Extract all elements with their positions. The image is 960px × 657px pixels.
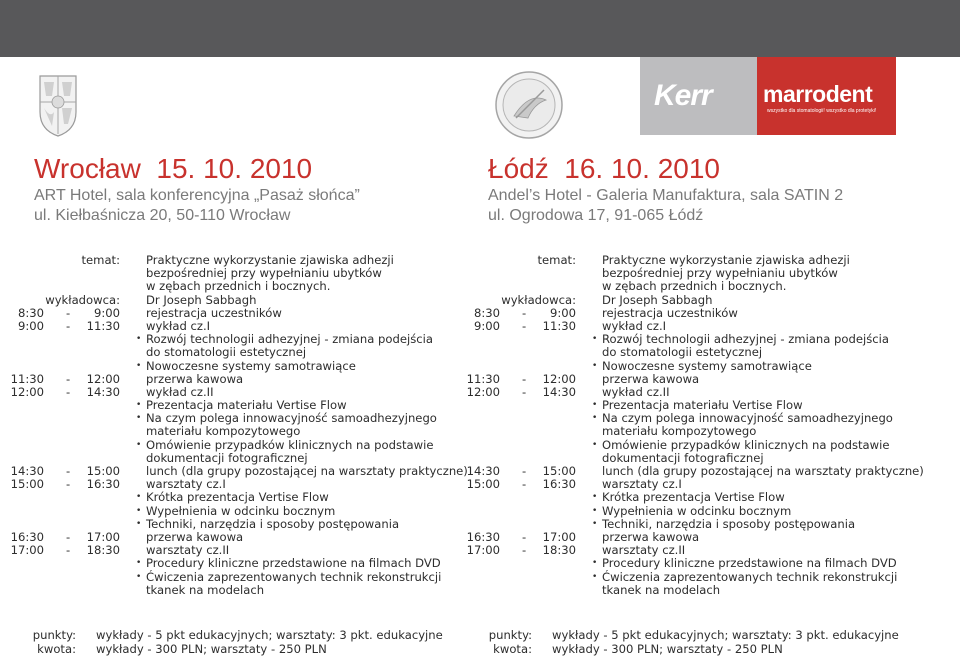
- fee-value: wykłady - 300 PLN; warsztaty - 250 PLN: [552, 642, 783, 656]
- time-from: 16:30: [10, 529, 44, 544]
- time-from: 9:00: [17, 318, 44, 333]
- schedule-row: [456, 557, 936, 570]
- schedule-text: lunch (dla grupy pozostającej na warsztaty praktyczne): [146, 464, 468, 478]
- schedule-text: wykład cz.II: [146, 384, 214, 399]
- points-label: punkty:: [32, 628, 76, 642]
- schedule-row: [456, 491, 936, 504]
- topic-label: temat:: [537, 253, 576, 267]
- event-date: 15. 10. 2010: [156, 153, 313, 184]
- time-to: 17:00: [542, 529, 576, 544]
- schedule-row: [456, 307, 936, 320]
- time-dash: -: [522, 318, 527, 333]
- time-from: 17:00: [10, 543, 44, 558]
- schedule-row: [456, 571, 936, 584]
- bullet-item: • Krótka prezentacja Vertise Flow: [602, 491, 785, 504]
- bullet-item: • Rozwój technologii adhezyjnej - zmiana podejścia: [602, 333, 889, 346]
- footer-lodz: [456, 628, 936, 656]
- time-to: 11:30: [86, 318, 120, 333]
- time-from: 8:30: [17, 305, 44, 320]
- time-to: 14:30: [542, 384, 576, 399]
- topic-label: temat:: [81, 253, 120, 267]
- fee-label: kwota:: [493, 642, 532, 656]
- time-from: 16:30: [466, 529, 500, 544]
- schedule-text: przerwa kawowa: [146, 371, 244, 386]
- venue-name: Andel’s Hotel - Galeria Manufaktura, sala SATIN 2: [488, 187, 844, 204]
- time-from: 15:00: [466, 477, 500, 492]
- lecturer-label: wykładowca:: [45, 292, 120, 307]
- schedule-row: [456, 531, 936, 544]
- time-dash: -: [66, 318, 71, 333]
- schedule-row: [0, 505, 460, 518]
- schedule-row: [0, 307, 460, 320]
- time-to: 14:30: [86, 384, 120, 399]
- time-from: 12:00: [466, 384, 500, 399]
- bullet-item: • Wypełnienia w odcinku bocznym: [146, 505, 335, 518]
- time-dash: -: [66, 305, 71, 320]
- bullet-item: • Ćwiczenia zaprezentowanych technik rekonstrukcji: [146, 571, 441, 584]
- points-value: wykłady - 5 pkt edukacyjnych; warsztaty: 3 pkt. edukacyjne: [96, 628, 443, 642]
- schedule-text: warsztaty cz.I: [146, 477, 226, 492]
- schedule-row: [456, 360, 936, 373]
- schedule-text: warsztaty cz.I: [602, 477, 682, 492]
- schedule-text: wykład cz.I: [146, 318, 211, 333]
- time-from: 11:30: [10, 371, 44, 386]
- time-from: 8:30: [473, 305, 500, 320]
- bullet-item: • Rozwój technologii adhezyjnej - zmiana podejścia: [146, 333, 433, 346]
- event-title-lodz: [488, 153, 720, 185]
- schedule-text: materiału kompozytowego: [602, 424, 757, 439]
- schedule-text: tkanek na modelach: [146, 582, 265, 597]
- schedule-text: wykład cz.II: [602, 384, 670, 399]
- time-dash: -: [66, 371, 71, 386]
- sponsor-logos: [640, 57, 896, 135]
- topic-text: bezpośredniej przy wypełnianiu ubytków: [602, 266, 838, 281]
- bullet-item: • Wypełnienia w odcinku bocznym: [602, 505, 791, 518]
- bullet-item: • Na czym polega innowacyjność samoadhezyjnego: [146, 412, 437, 425]
- schedule-text: lunch (dla grupy pozostającej na warsztaty praktyczne): [602, 464, 924, 478]
- schedule-text: dokumentacji fotograficznej: [146, 450, 308, 465]
- time-dash: -: [522, 477, 527, 492]
- schedule-text: do stomatologii estetycznej: [146, 345, 307, 360]
- schedule-text: wykład cz.I: [602, 318, 667, 333]
- time-dash: -: [522, 384, 527, 399]
- footer-wroclaw: [0, 628, 460, 656]
- kerr-logo-text: Kerr: [654, 79, 712, 112]
- top-bar: [0, 0, 960, 57]
- topic-text: bezpośredniej przy wypełnianiu ubytków: [146, 266, 382, 281]
- schedule-text: warsztaty cz.II: [602, 543, 686, 558]
- time-to: 17:00: [86, 529, 120, 544]
- topic-text: Praktyczne wykorzystanie zjawiska adhezji: [602, 253, 850, 267]
- city-name: Łódź: [488, 153, 549, 184]
- bullet-item: • Prezentacja materiału Vertise Flow: [602, 399, 803, 412]
- marrodent-logo: [757, 57, 896, 135]
- time-to: 18:30: [86, 543, 120, 558]
- time-from: 15:00: [10, 477, 44, 492]
- lecturer-label: wykładowca:: [501, 292, 576, 307]
- schedule-row: [0, 584, 460, 597]
- time-dash: -: [66, 477, 71, 492]
- schedule-row: [456, 505, 936, 518]
- program-lodz: [456, 254, 936, 597]
- lecturer-name: Dr Joseph Sabbagh: [602, 292, 713, 307]
- schedule-text: materiału kompozytowego: [146, 424, 301, 439]
- venue-address: ul. Kiełbaśnicza 20, 50-110 Wrocław: [34, 207, 291, 224]
- bullet-item: • Ćwiczenia zaprezentowanych technik rekonstrukcji: [602, 571, 897, 584]
- time-dash: -: [66, 464, 71, 478]
- venue-address: ul. Ogrodowa 17, 91-065 Łódź: [488, 207, 704, 224]
- topic-text: w zębach przednich i bocznych.: [602, 279, 787, 294]
- time-to: 16:30: [86, 477, 120, 492]
- time-to: 15:00: [542, 464, 576, 478]
- bullet-item: • Procedury kliniczne przedstawione na filmach DVD: [602, 557, 897, 570]
- time-from: 11:30: [466, 371, 500, 386]
- time-to: 9:00: [93, 305, 120, 320]
- points-label: punkty:: [488, 628, 532, 642]
- program-wroclaw: [0, 253, 468, 597]
- time-from: 14:30: [10, 464, 44, 478]
- schedule-row: [456, 425, 936, 438]
- time-dash: -: [522, 543, 527, 558]
- time-dash: -: [522, 529, 527, 544]
- bullet-item: • Omówienie przypadków klinicznych na podstawie: [602, 439, 889, 452]
- schedule-row: [0, 571, 460, 584]
- city-name: Wrocław: [34, 153, 141, 184]
- bullet-item: • Techniki, narzędzia i sposoby postępowania: [602, 518, 855, 531]
- schedule-text: rejestracja uczestników: [602, 305, 738, 320]
- time-to: 15:00: [86, 464, 120, 478]
- schedule-row: [456, 439, 936, 452]
- schedule-row: [456, 518, 936, 531]
- time-from: 9:00: [473, 318, 500, 333]
- schedule-text: dokumentacji fotograficznej: [602, 450, 764, 465]
- points-value: wykłady - 5 pkt edukacyjnych; warsztaty: 3 pkt. edukacyjne: [552, 628, 899, 642]
- time-to: 12:00: [86, 371, 120, 386]
- time-to: 11:30: [542, 318, 576, 333]
- bullet-item: • Nowoczesne systemy samotrawiące: [602, 360, 812, 373]
- time-dash: -: [522, 305, 527, 320]
- schedule-text: tkanek na modelach: [602, 582, 721, 597]
- topic-row: [456, 280, 936, 293]
- topic-text: Praktyczne wykorzystanie zjawiska adhezji: [146, 253, 394, 267]
- time-from: 17:00: [466, 543, 500, 558]
- kerr-logo: [640, 57, 757, 135]
- schedule-row: [0, 425, 460, 438]
- schedule-text: do stomatologii estetycznej: [602, 345, 763, 360]
- time-to: 18:30: [542, 543, 576, 558]
- lecturer-row: [0, 294, 460, 307]
- venue-name: ART Hotel, sala konferencyjna „Pasaż słońca”: [34, 187, 360, 204]
- time-dash: -: [522, 371, 527, 386]
- time-from: 12:00: [10, 384, 44, 399]
- bullet-item: • Omówienie przypadków klinicznych na podstawie: [146, 439, 433, 452]
- schedule-row: [456, 465, 936, 478]
- schedule-row: [0, 518, 460, 531]
- bullet-item: • Techniki, narzędzia i sposoby postępowania: [146, 518, 399, 531]
- schedule-row: [0, 346, 460, 359]
- schedule-row: [0, 360, 460, 373]
- topic-text: w zębach przednich i bocznych.: [146, 279, 331, 294]
- fee-label: kwota:: [37, 642, 76, 656]
- schedule-row: [0, 491, 460, 504]
- schedule-text: przerwa kawowa: [602, 529, 700, 544]
- lodz-seal-icon: [494, 70, 564, 140]
- schedule-row: [0, 373, 460, 386]
- schedule-row: [456, 584, 936, 597]
- marrodent-tagline: wszystko dla stomatologii! wszystko dla protetyki!: [767, 108, 877, 114]
- schedule-text: rejestracja uczestników: [146, 305, 282, 320]
- time-to: 12:00: [542, 371, 576, 386]
- time-from: 14:30: [466, 464, 500, 478]
- time-dash: -: [66, 543, 71, 558]
- schedule-row: [0, 557, 460, 570]
- event-date: 16. 10. 2010: [564, 153, 720, 184]
- time-to: 16:30: [542, 477, 576, 492]
- schedule-row: [456, 373, 936, 386]
- bullet-item: • Nowoczesne systemy samotrawiące: [146, 360, 356, 373]
- bullet-item: • Prezentacja materiału Vertise Flow: [146, 399, 347, 412]
- time-dash: -: [66, 384, 71, 399]
- schedule-row: [456, 346, 936, 359]
- schedule-text: przerwa kawowa: [602, 371, 700, 386]
- time-dash: -: [66, 529, 71, 544]
- lecturer-row: [456, 294, 936, 307]
- bullet-item: • Krótka prezentacja Vertise Flow: [146, 491, 329, 504]
- schedule-row: [0, 439, 460, 452]
- time-to: 9:00: [549, 305, 576, 320]
- bullet-item: • Na czym polega innowacyjność samoadhezyjnego: [602, 412, 893, 425]
- schedule-text: przerwa kawowa: [146, 529, 244, 544]
- marrodent-logo-text: marrodent: [763, 81, 873, 107]
- schedule-text: warsztaty cz.II: [146, 543, 230, 558]
- fee-value: wykłady - 300 PLN; warsztaty - 250 PLN: [96, 642, 327, 656]
- topic-row: [0, 280, 460, 293]
- lecturer-name: Dr Joseph Sabbagh: [146, 292, 257, 307]
- bullet-item: • Procedury kliniczne przedstawione na filmach DVD: [146, 557, 441, 570]
- event-title-wroclaw: [34, 153, 312, 185]
- wroclaw-coat-of-arms-icon: [38, 72, 78, 138]
- time-dash: -: [522, 464, 527, 478]
